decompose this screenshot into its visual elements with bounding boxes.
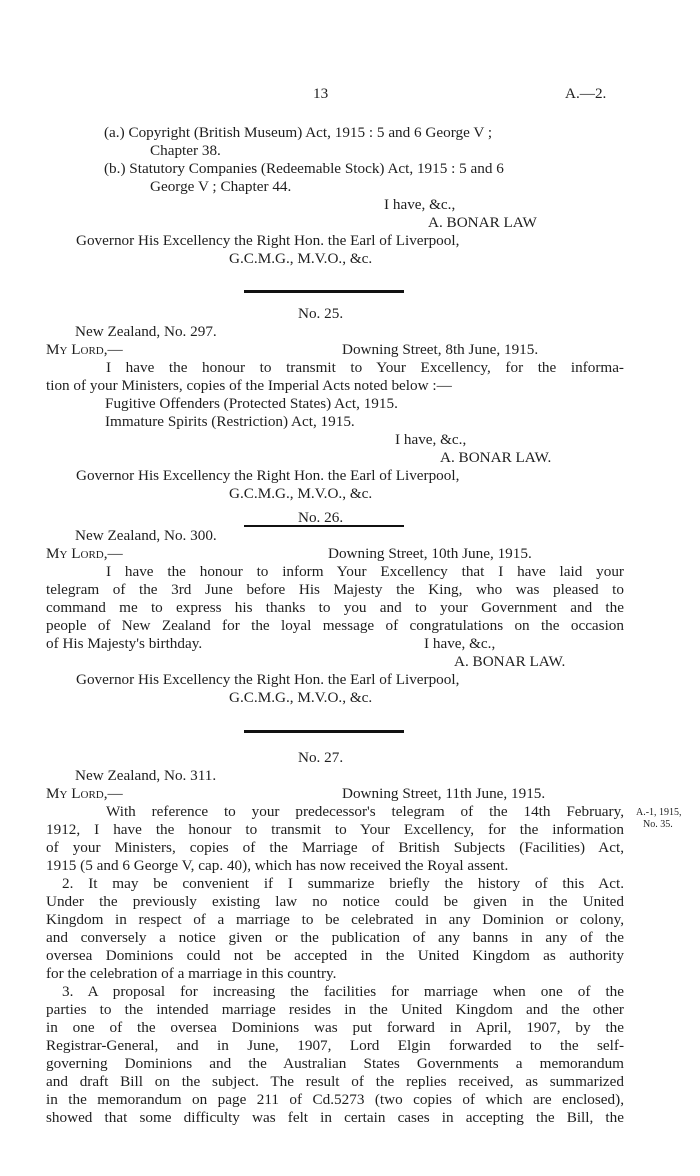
body-line: in one of the oversea Dominions was put forward in April, 1907, by the: [46, 1019, 624, 1036]
body-line: tion of your Ministers, copies of the Imperial Acts noted below :—: [46, 377, 452, 394]
addressee-honours: G.C.M.G., M.V.O., &c.: [229, 689, 373, 706]
body-line: of your Ministers, copies of the Marriage of British Subjects (Facilities) Act,: [46, 839, 624, 856]
body-line: 2. It may be convenient if I summarize briefly the history of this Act.: [62, 875, 624, 892]
body-line: telegram of the 3rd June before His Majesty the King, who was pleased to: [46, 581, 624, 598]
addressee: Governor His Excellency the Right Hon. the Earl of Liverpool,: [76, 467, 460, 484]
body-line: governing Dominions and the Australian States Governments a memorandum: [46, 1055, 624, 1072]
addressee-honours: G.C.M.G., M.V.O., &c.: [229, 250, 373, 267]
salutation: My Lord,—: [46, 545, 123, 562]
addressee: Governor His Excellency the Right Hon. the Earl of Liverpool,: [76, 671, 460, 688]
body-line: command me to express his thanks to you and to your Government and the: [46, 599, 624, 616]
salutation: My Lord,—: [46, 341, 123, 358]
body-line: Registrar-General, and in June, 1907, Lord Elgin forwarded to the self-: [46, 1037, 624, 1054]
body-line: I have the honour to inform Your Excellency that I have laid your: [106, 563, 624, 580]
salutation: My Lord,—: [46, 785, 123, 802]
body-line: oversea Dominions could not be accepted in the United Kingdom as authority: [46, 947, 624, 964]
list-item-a: (a.) Copyright (British Museum) Act, 1915 : 5 and 6 George V ;: [104, 124, 493, 141]
body-line: and draft Bill on the subject. The result of the replies received, as summarized: [46, 1073, 624, 1090]
margin-note: No. 35.: [643, 819, 673, 830]
body-line: Under the previously existing law no notice could be given in the United: [46, 893, 624, 910]
body-line: of His Majesty's birthday.: [46, 635, 203, 652]
dispatch-reference: New Zealand, No. 297.: [75, 323, 217, 340]
closing: I have, &c.,: [424, 635, 496, 652]
body-line: and conversely a notice given or the publication of any banns in any of the: [46, 929, 624, 946]
letter-number: No. 27.: [298, 749, 344, 766]
body-line: Kingdom in respect of a marriage to be celebrated in any Dominion or colony,: [46, 911, 624, 928]
margin-note: A.-1, 1915,: [636, 807, 682, 818]
letter-number: No. 26.: [298, 509, 344, 526]
place-date: Downing Street, 8th June, 1915.: [342, 341, 539, 358]
act-item: Fugitive Offenders (Protected States) Act, 1915.: [105, 395, 398, 412]
signature: A. BONAR LAW.: [454, 653, 566, 670]
closing: I have, &c.,: [395, 431, 467, 448]
page-reference: A.—2.: [565, 85, 607, 102]
list-item-a-cont: Chapter 38.: [150, 142, 221, 159]
dispatch-reference: New Zealand, No. 300.: [75, 527, 217, 544]
dispatch-reference: New Zealand, No. 311.: [75, 767, 217, 784]
body-line: parties to the intended marriage resides in the United Kingdom and the other: [46, 1001, 624, 1018]
body-line: in the memorandum on page 211 of Cd.5273 (two copies of which are enclosed),: [46, 1091, 624, 1108]
signature: A. BONAR LAW.: [440, 449, 552, 466]
body-line: 1915 (5 and 6 George V, cap. 40), which has now received the Royal assent.: [46, 857, 509, 874]
closing: I have, &c.,: [384, 196, 456, 213]
body-line: 3. A proposal for increasing the facilities for marriage when one of the: [62, 983, 624, 1000]
signature: A. BONAR LAW: [428, 214, 537, 231]
body-line: I have the honour to transmit to Your Excellency, for the informa-: [106, 359, 624, 376]
addressee: Governor His Excellency the Right Hon. the Earl of Liverpool,: [76, 232, 460, 249]
place-date: Downing Street, 10th June, 1915.: [328, 545, 532, 562]
body-line: With reference to your predecessor's telegram of the 14th February,: [106, 803, 624, 820]
body-line: people of New Zealand for the loyal message of congratulations on the occasion: [46, 617, 624, 634]
addressee-honours: G.C.M.G., M.V.O., &c.: [229, 485, 373, 502]
body-line: showed that some difficulty was felt in certain cases in accepting the Bill, the: [46, 1109, 624, 1126]
divider-rule: [244, 730, 404, 733]
body-line: 1912, I have the honour to transmit to Your Excellency, for the information: [46, 821, 624, 838]
act-item: Immature Spirits (Restriction) Act, 1915.: [105, 413, 355, 430]
page-number: 13: [313, 85, 329, 102]
place-date: Downing Street, 11th June, 1915.: [342, 785, 546, 802]
divider-rule: [244, 290, 404, 293]
list-item-b-cont: George V ; Chapter 44.: [150, 178, 292, 195]
body-line: for the celebration of a marriage in this country.: [46, 965, 337, 982]
list-item-b: (b.) Statutory Companies (Redeemable Stock) Act, 1915 : 5 and 6: [104, 160, 504, 177]
letter-number: No. 25.: [298, 305, 344, 322]
